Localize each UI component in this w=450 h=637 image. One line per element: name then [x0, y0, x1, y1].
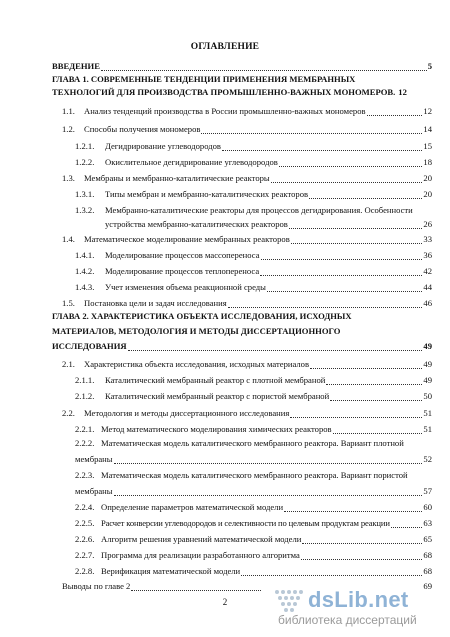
toc-entry-1-3[interactable] — [62, 173, 432, 183]
page-number: 2 — [222, 597, 228, 607]
toc-entry-2-1[interactable] — [62, 359, 432, 369]
toc-entry-2-2[interactable] — [62, 408, 432, 418]
toc-leader-dots — [279, 159, 423, 167]
toc-entry-page: 49 — [423, 341, 432, 351]
toc-leader-dots — [302, 536, 422, 544]
toc-chapter-1-line-2[interactable] — [52, 87, 432, 97]
toc-leader-dots — [128, 343, 423, 351]
toc-entry-number: 1.5. — [62, 298, 75, 308]
toc-entry-page: 49 — [423, 375, 432, 385]
page-title: ОГЛАВЛЕНИЕ — [190, 42, 260, 52]
toc-entry-page: 68 — [423, 550, 432, 560]
toc-entry-1-5[interactable] — [62, 298, 432, 308]
toc-entry-number: 1.2.1. — [75, 141, 95, 151]
toc-leader-dots — [367, 108, 423, 116]
toc-entry-1-4-2[interactable] — [75, 266, 432, 276]
toc-entry-page: 68 — [423, 566, 432, 576]
toc-entry-2-2-8[interactable] — [75, 566, 432, 576]
toc-entry-text: Типы мембран и мембранно-каталитических реакторов — [105, 189, 309, 199]
toc-entry-text: Алгоритм решения уравнений математической модели — [101, 534, 302, 544]
toc-entry-1-1[interactable] — [62, 106, 432, 116]
toc-entry-text: Программа для реализации разработанного алгоритма — [101, 550, 300, 560]
toc-entry-text: Расчет конверсии углеводородов и селективности по целевым продуктам реакции — [101, 518, 390, 528]
toc-entry-text: Моделирование процессов массопереноса — [105, 250, 260, 260]
toc-entry-text: мембраны — [75, 486, 113, 496]
toc-leader-dots — [101, 63, 427, 71]
toc-entry-number: 2.2. — [62, 408, 75, 418]
toc-leader-dots — [309, 191, 422, 199]
toc-entry-1-2-1[interactable] — [75, 141, 432, 151]
toc-entry-text: Дегидрирование углеводородов — [105, 141, 221, 151]
toc-entry-number: 1.4.2. — [75, 266, 95, 276]
toc-entry-2-1-1[interactable] — [75, 375, 432, 385]
toc-entry-number: 2.2.7. — [75, 550, 95, 560]
toc-entry-page: 20 — [423, 189, 432, 199]
toc-entry-number: 1.1. — [62, 106, 75, 116]
toc-leader-dots — [114, 456, 423, 464]
toc-entry-1-3-2-line-2[interactable] — [105, 219, 432, 229]
toc-entry-text: ГЛАВА 1. СОВРЕМЕННЫЕ ТЕНДЕНЦИИ ПРИМЕНЕНИЯ МЕМБРАННЫХ — [52, 74, 356, 84]
toc-leader-dots — [310, 361, 422, 369]
toc-leader-dots — [228, 300, 423, 308]
toc-entry-page: 51 — [423, 424, 432, 434]
toc-entry-text: Верификация математической модели — [101, 566, 241, 576]
toc-entry-1-3-2-line-1[interactable] — [75, 205, 432, 215]
toc-entry-page: 12 — [398, 87, 407, 97]
toc-entry-page: 26 — [423, 219, 432, 229]
toc-chapter-2-line-2[interactable] — [52, 326, 432, 336]
toc-leader-dots — [291, 236, 423, 244]
toc-entry-2-2-3-line-1[interactable] — [75, 470, 432, 480]
toc-entry-1-4-3[interactable] — [75, 282, 432, 292]
toc-entry-number: 1.3.1. — [75, 189, 95, 199]
toc-entry-page: 46 — [423, 298, 432, 308]
toc-entry-number: 1.2.2. — [75, 157, 95, 167]
toc-chapter-2-line-3[interactable] — [52, 341, 432, 351]
toc-entry-page: 69 — [423, 581, 432, 591]
dslib-logo-icon — [272, 587, 306, 613]
toc-entry-number: 2.1.1. — [75, 375, 95, 385]
toc-leader-dots — [290, 410, 422, 418]
toc-entry-number: 1.4.1. — [75, 250, 95, 260]
toc-chapter-1-line-1[interactable] — [52, 74, 432, 84]
watermark-subtitle: библиотека диссертаций — [278, 613, 417, 627]
toc-entry-text: Моделирование процессов теплопереноса — [105, 266, 260, 276]
toc-entry-1-2-2[interactable] — [75, 157, 432, 167]
toc-entry-page: 15 — [423, 141, 432, 151]
toc-entry-text: ИССЛЕДОВАНИЯ — [52, 341, 127, 351]
toc-entry-number: 2.2.2. — [75, 438, 95, 448]
toc-entry-text: Каталитический мембранный реактор с плотной мембраной — [105, 375, 326, 385]
toc-entry-text: Мембраны и мембранно-каталитические реакторы — [84, 173, 270, 183]
watermark-brand: dsLib.net — [308, 587, 409, 612]
toc-entry-text: Каталитический мембранный реактор с пористой мембраной — [105, 391, 330, 401]
toc-entry-number: 1.2. — [62, 124, 75, 134]
toc-entry-text: Способы получения мономеров — [84, 124, 201, 134]
toc-entry-page: 63 — [423, 518, 432, 528]
toc-entry-text: Математическая модель каталитического мембранного реактора. Вариант плотной — [101, 438, 404, 448]
toc-leader-dots — [261, 252, 423, 260]
toc-entry-number: 2.2.1. — [75, 424, 95, 434]
toc-leader-dots — [267, 284, 422, 292]
toc-entry-number: 2.1. — [62, 359, 75, 369]
toc-entry-number: 1.3.2. — [75, 205, 95, 215]
toc-leader-dots — [301, 552, 423, 560]
toc-leader-dots — [330, 393, 422, 401]
toc-entry-text: МАТЕРИАЛОВ, МЕТОДОЛОГИЯ И МЕТОДЫ ДИССЕРТАЦИОННОГО — [52, 326, 341, 336]
toc-entry-page: 51 — [423, 408, 432, 418]
toc-chapter-2-line-1[interactable] — [52, 311, 432, 321]
toc-leader-dots — [326, 377, 422, 385]
toc-entry-page: 65 — [423, 534, 432, 544]
toc-entry-page: 44 — [423, 282, 432, 292]
toc-entry-page: 12 — [423, 106, 432, 116]
toc-entry-number: 1.3. — [62, 173, 75, 183]
toc-entry-page: 33 — [423, 234, 432, 244]
toc-entry-number: 1.4.3. — [75, 282, 95, 292]
toc-entry-text: ВВЕДЕНИЕ — [52, 61, 100, 71]
toc-entry-text: ТЕХНОЛОГИЙ ДЛЯ ПРОИЗВОДСТВА ПРОМЫШЛЕННО-ВАЖНЫХ МОНОМЕРОВ. — [52, 87, 396, 97]
toc-leader-dots — [241, 568, 422, 576]
toc-leader-dots — [114, 488, 423, 496]
toc-entry-text: ГЛАВА 2. ХАРАКТЕРИСТИКА ОБЪЕКТА ИССЛЕДОВАНИЯ, ИСХОДНЫХ — [52, 311, 352, 321]
toc-entry-1-2[interactable] — [62, 124, 432, 134]
toc-entry-text: Постановка цели и задач исследования — [84, 298, 227, 308]
toc-entry-page: 5 — [427, 61, 432, 71]
toc-entry-2-2-2-line-1[interactable] — [75, 438, 432, 448]
toc-entry-number: 2.2.5. — [75, 518, 95, 528]
toc-leader-dots — [391, 520, 423, 528]
toc-entry-text: Определение параметров математической модели — [101, 502, 284, 512]
toc-entry-text: Математическая модель каталитического мембранного реактора. Вариант пористой — [101, 470, 408, 480]
toc-entry-text: Характеристика объекта исследования, исходных материалов — [84, 359, 310, 369]
toc-entry-page: 60 — [423, 502, 432, 512]
toc-entry-page: 18 — [423, 157, 432, 167]
toc-leader-dots — [201, 126, 422, 134]
toc-entry-2-2-5[interactable] — [75, 518, 432, 528]
toc-leader-dots — [222, 143, 422, 151]
toc-entry-text: Учет изменения объема реакционной среды — [105, 282, 266, 292]
toc-entry-number: 2.2.3. — [75, 470, 95, 480]
toc-entry-text: Метод математического моделирования химических реакторов — [101, 424, 332, 434]
watermark — [272, 587, 442, 631]
toc-entry-text: мембраны — [75, 454, 113, 464]
toc-leader-dots — [260, 268, 422, 276]
toc-leader-dots — [289, 221, 423, 229]
toc-entry-text: Анализ тенденций производства в России промышленно-важных мономеров — [84, 106, 366, 116]
toc-entry-2-2-4[interactable] — [75, 502, 432, 512]
toc-entry-page: 20 — [423, 173, 432, 183]
toc-entry-page: 14 — [423, 124, 432, 134]
toc-entry-text: Выводы по главе 2 — [62, 581, 131, 591]
toc-entry-page: 42 — [423, 266, 432, 276]
toc-entry-page: 57 — [423, 486, 432, 496]
toc-entry-number: 2.2.8. — [75, 566, 95, 576]
toc-entry-number: 2.2.4. — [75, 502, 95, 512]
toc-entry-page: 36 — [423, 250, 432, 260]
toc-entry-1-4-1[interactable] — [75, 250, 432, 260]
toc-entry-2-2-1[interactable] — [75, 424, 432, 434]
toc-entry-1-3-1[interactable] — [75, 189, 432, 199]
toc-entry-text: устройства мембранно-каталитических реакторов — [105, 219, 288, 229]
toc-leader-dots — [333, 426, 423, 434]
toc-entry-2-2-2-line-2[interactable] — [75, 454, 432, 464]
toc-entry-text: Мембранно-каталитические реакторы для процессов дегидрирования. Особенности — [105, 205, 413, 215]
toc-entry-text: Методология и методы диссертационного исследования — [84, 408, 290, 418]
toc-entry-2-2-3-line-2[interactable] — [75, 486, 432, 496]
toc-entry-2-2-6[interactable] — [75, 534, 432, 544]
toc-entry-page: 49 — [423, 359, 432, 369]
toc-entry-page: 52 — [423, 454, 432, 464]
toc-entry-2-2-7[interactable] — [75, 550, 432, 560]
toc-leader-dots — [131, 583, 261, 591]
toc-leader-dots — [271, 175, 423, 183]
toc-entry-number: 2.2.6. — [75, 534, 95, 544]
toc-entry-text: Окислительное дегидрирование углеводородов — [105, 157, 278, 167]
toc-entry-page: 50 — [423, 391, 432, 401]
toc-entry-introduction[interactable] — [52, 61, 432, 71]
toc-entry-text: Математическое моделирование мембранных реакторов — [84, 234, 290, 244]
toc-entry-number: 1.4. — [62, 234, 75, 244]
toc-entry-number: 2.1.2. — [75, 391, 95, 401]
toc-entry-1-4[interactable] — [62, 234, 432, 244]
toc-entry-2-1-2[interactable] — [75, 391, 432, 401]
toc-leader-dots — [284, 504, 422, 512]
